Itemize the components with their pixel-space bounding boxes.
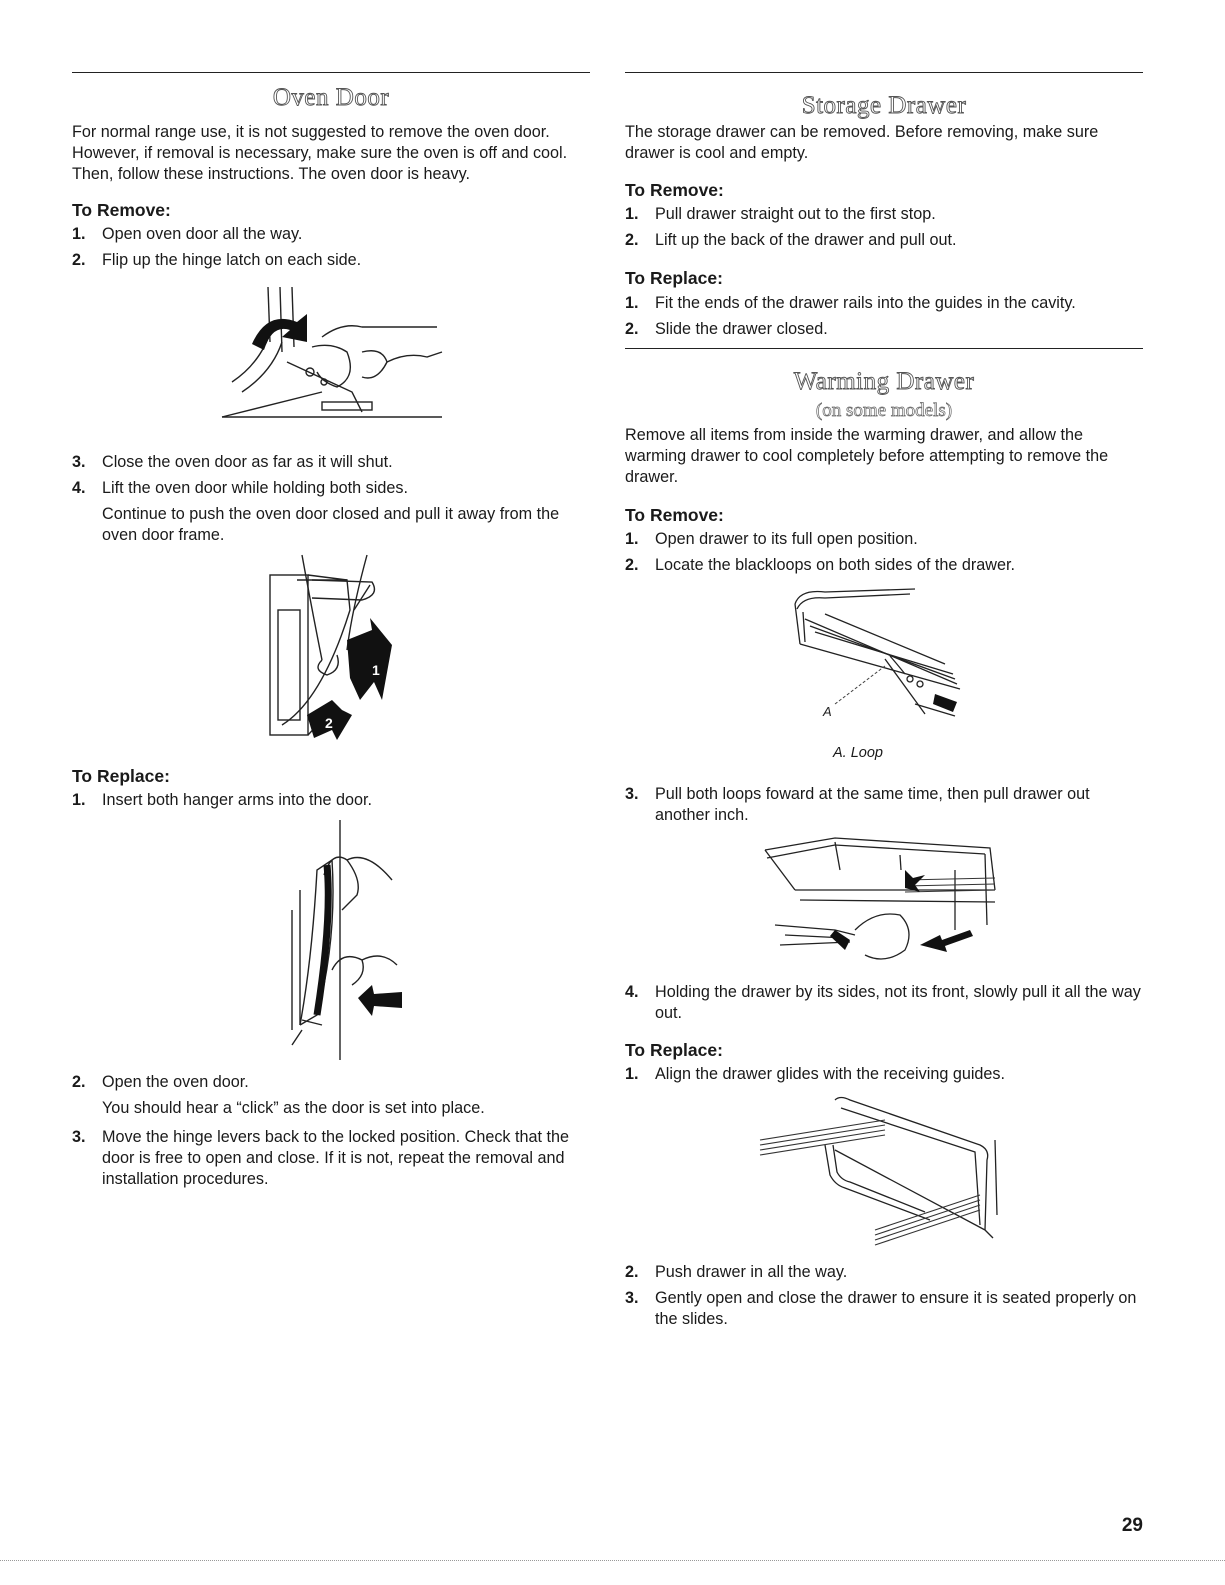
section-title: Warming Drawer — [793, 368, 975, 395]
list-item: 2. Flip up the hinge latch on each side. — [72, 251, 362, 269]
step-note: You should hear a “click” as the door is set into place. — [102, 1099, 485, 1117]
remove-heading: To Remove: — [625, 505, 724, 525]
replace-heading: To Replace: — [72, 766, 170, 786]
replace-heading: To Replace: — [625, 268, 723, 288]
list-item: 2. Slide the drawer closed. — [625, 320, 828, 338]
list-item: 1. Open oven door all the way. — [72, 225, 303, 243]
list-item: 4. Lift the oven door while holding both sides. — [72, 479, 408, 497]
list-item: 3. Move the hinge levers back to the locked position. Check that the door is free to open and close. If it is not, repeat the removal and installation procedures. — [72, 1128, 570, 1188]
list-item: 2. Locate the blackloops on both sides of the drawer. — [625, 556, 1015, 574]
arrow-label-2: 2 — [325, 715, 333, 731]
intro-paragraph: The storage drawer can be removed. Before removing, make sure drawer is cool and empty. — [625, 123, 1099, 162]
list-item: 1. Insert both hanger arms into the door. — [72, 791, 372, 809]
section-divider — [72, 72, 590, 73]
drawer-loop-illustration — [785, 584, 965, 724]
list-item: 3. Close the oven door as far as it will shut. — [72, 453, 393, 471]
intro-paragraph: Remove all items from inside the warming drawer, and allow the warming drawer to cool completely before attempting to remove the drawer. — [625, 426, 1109, 486]
replace-heading: To Replace: — [625, 1040, 723, 1060]
section-subtitle: (on some models) — [815, 400, 953, 421]
step-note: Continue to push the oven door closed and pull it away from the oven door frame. — [102, 505, 560, 544]
insert-hanger-arms-illustration — [272, 820, 412, 1060]
callout-label: A — [823, 704, 832, 719]
page-edge-divider — [0, 1560, 1225, 1561]
list-item: 1. Pull drawer straight out to the first stop. — [625, 205, 936, 223]
list-item: 3. Gently open and close the drawer to ensure it is seated properly on the slides. — [625, 1289, 1137, 1328]
list-item: 4. Holding the drawer by its sides, not its front, slowly pull it all the way out. — [625, 983, 1141, 1022]
section-title: Storage Drawer — [801, 92, 967, 119]
list-item: 2. Open the oven door. — [72, 1073, 249, 1091]
section-divider — [625, 72, 1143, 73]
list-item: 1. Fit the ends of the drawer rails into the guides in the cavity. — [625, 294, 1076, 312]
list-item: 1. Open drawer to its full open position. — [625, 530, 918, 548]
section-divider — [625, 348, 1143, 349]
page-number: 29 — [1121, 1515, 1143, 1536]
intro-paragraph: For normal range use, it is not suggested to remove the oven door. However, if removal is necessary, make sure the oven is off and cool. Then, follow these instructions. The oven door is heavy. — [72, 123, 568, 183]
figure-caption: A. Loop — [833, 745, 883, 761]
arrow-label-1: 1 — [372, 662, 380, 678]
remove-heading: To Remove: — [625, 180, 724, 200]
remove-heading: To Remove: — [72, 200, 171, 220]
lift-door-illustration — [252, 550, 432, 745]
pull-loops-illustration — [755, 830, 1015, 975]
list-item: 1. Align the drawer glides with the receiving guides. — [625, 1065, 1006, 1083]
list-item: 2. Lift up the back of the drawer and pull out. — [625, 231, 957, 249]
align-glides-illustration — [755, 1090, 1015, 1250]
list-item: 2. Push drawer in all the way. — [625, 1263, 848, 1281]
section-title: Oven Door — [272, 84, 390, 111]
list-item: 3. Pull both loops foward at the same time, then pull drawer out another inch. — [625, 785, 1090, 824]
hinge-latch-illustration — [212, 282, 452, 432]
